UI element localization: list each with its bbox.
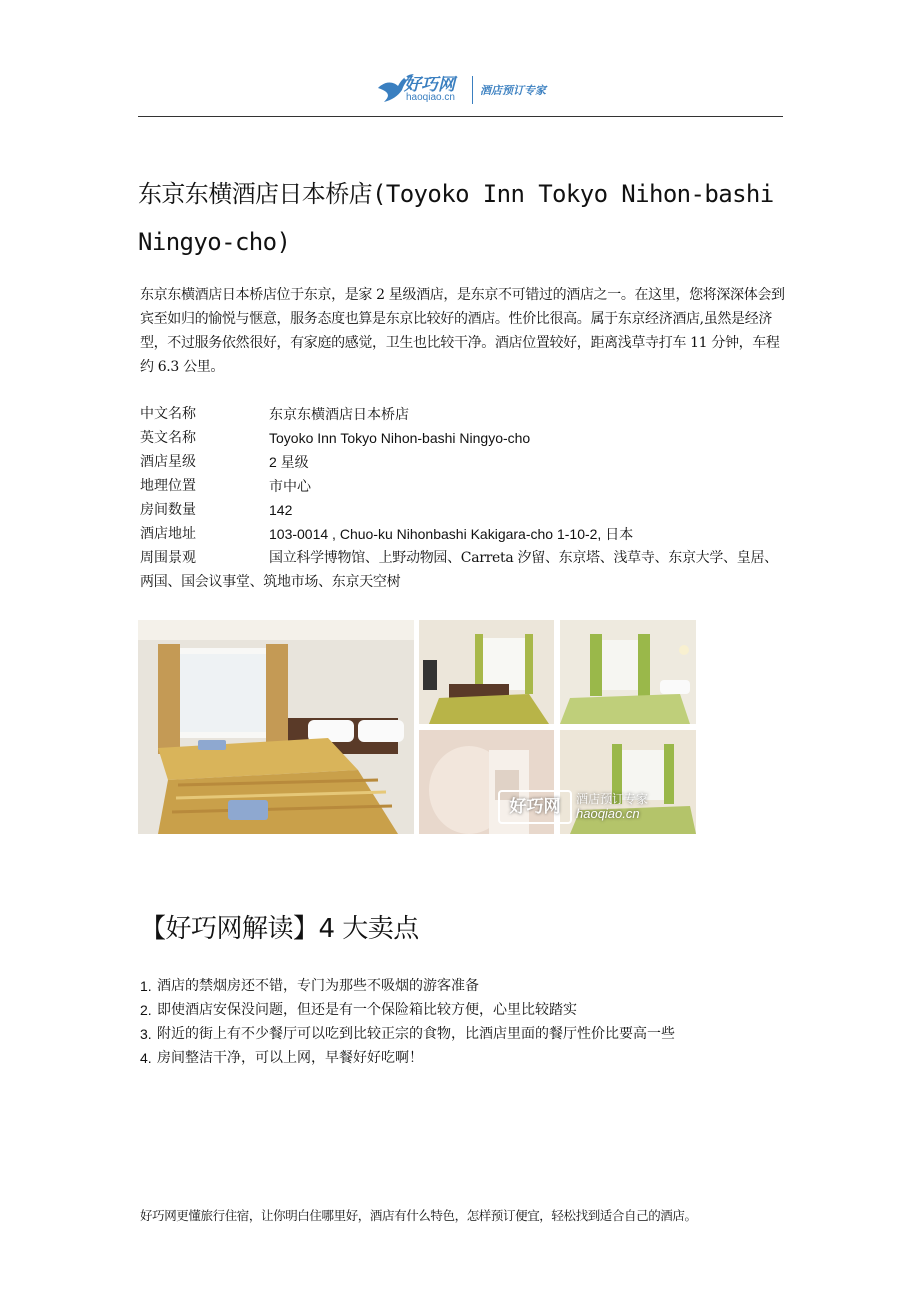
photo-watermark-slogan: 酒店预订专家 bbox=[576, 792, 649, 806]
info-label: 地理位置 bbox=[140, 478, 196, 494]
room-photo-main[interactable] bbox=[138, 620, 414, 834]
info-row-location bbox=[140, 474, 790, 498]
hotel-intro: 东京东横酒店日本桥店位于东京，是家 2 星级酒店，是东京不可错过的酒店之一。在这里，您将深深体会到宾至如归的愉悦与惬意，服务态度也算是东京比较好的酒店。性价比很高。属于东京经济酒店,虽然是经济型，不过服务依然很好，有家庭的感觉，卫生也比较干净。酒店位置较好，距离浅草寺打车 11 分钟，车程约 6.3 公里。 bbox=[140, 287, 785, 375]
room-photo-top-middle[interactable] bbox=[419, 620, 554, 724]
list-text: 酒店的禁烟房还不错，专门为那些不吸烟的游客准备 bbox=[157, 978, 479, 994]
hotel-title: 东京东横酒店日本桥店(Toyoko Inn Tokyo Nihon-bashi Ningyo-cho) bbox=[138, 180, 774, 256]
list-number: 2. bbox=[140, 1002, 152, 1018]
list-number: 4. bbox=[140, 1050, 152, 1066]
list-item bbox=[140, 1022, 800, 1046]
list-item bbox=[140, 974, 800, 998]
list-text: 房间整洁干净，可以上网，早餐好好吃啊！ bbox=[157, 1050, 423, 1066]
info-row-english-name bbox=[140, 426, 790, 450]
header-rule bbox=[138, 116, 783, 117]
hotel-info-table bbox=[140, 402, 790, 594]
info-value: 国立科学博物馆、上野动物园、Carreta 汐留、东京塔、浅草寺、东京大学、皇居、两国、国会议事堂、筑地市场、东京天空树 bbox=[140, 550, 778, 590]
room-photo-top-right[interactable] bbox=[560, 620, 696, 724]
info-label: 周围景观 bbox=[140, 550, 196, 566]
info-value: 市中心 bbox=[269, 478, 311, 494]
info-row-room-count bbox=[140, 498, 790, 522]
info-label: 房间数量 bbox=[140, 502, 196, 518]
info-label: 酒店地址 bbox=[140, 526, 196, 542]
selling-points-heading: 【好巧网解读】4 大卖点 bbox=[140, 914, 419, 944]
info-row-address bbox=[140, 522, 790, 546]
logo-slogan: 酒店预订专家 bbox=[480, 84, 546, 97]
photo-watermark-brand: 好巧网 bbox=[498, 790, 572, 824]
info-value: 2 星级 bbox=[269, 454, 309, 470]
info-label: 中文名称 bbox=[140, 406, 196, 422]
hotel-photo-collage[interactable] bbox=[138, 620, 696, 834]
page-footer: 好巧网更懂旅行住宿，让你明白住哪里好，酒店有什么特色，怎样预订便宜，轻松找到适合自己的酒店。 bbox=[140, 1208, 697, 1223]
list-text: 附近的街上有不少餐厅可以吃到比较正宗的食物，比酒店里面的餐厅性价比要高一些 bbox=[157, 1026, 675, 1042]
info-label: 英文名称 bbox=[140, 430, 196, 446]
selling-points-list bbox=[140, 974, 800, 1070]
logo-domain: haoqiao.cn bbox=[406, 92, 455, 103]
info-row-chinese-name bbox=[140, 402, 790, 426]
list-text: 即使酒店安保没问题，但还是有一个保险箱比较方便，心里比较踏实 bbox=[157, 1002, 577, 1018]
logo-brand: 好巧网 bbox=[404, 75, 455, 95]
info-row-nearby-sights bbox=[140, 546, 790, 594]
list-number: 3. bbox=[140, 1026, 152, 1042]
info-value: 142 bbox=[269, 502, 293, 518]
list-number: 1. bbox=[140, 978, 152, 994]
room-photo-top-right-image bbox=[560, 620, 696, 724]
photo-watermark-domain: haoqiao.cn bbox=[576, 806, 640, 821]
list-item bbox=[140, 1046, 800, 1070]
list-item bbox=[140, 998, 800, 1022]
room-photo-main-image bbox=[138, 620, 414, 834]
logo-divider bbox=[472, 76, 473, 104]
info-value: 东京东横酒店日本桥店 bbox=[269, 406, 409, 422]
info-label: 酒店星级 bbox=[140, 454, 196, 470]
room-photo-top-middle-image bbox=[419, 620, 554, 724]
info-value: Toyoko Inn Tokyo Nihon-bashi Ningyo-cho bbox=[269, 430, 531, 446]
info-row-star-rating bbox=[140, 450, 790, 474]
info-value: 103-0014 , Chuo-ku Nihonbashi Kakigara-cho 1-10-2, 日本 bbox=[269, 526, 634, 542]
